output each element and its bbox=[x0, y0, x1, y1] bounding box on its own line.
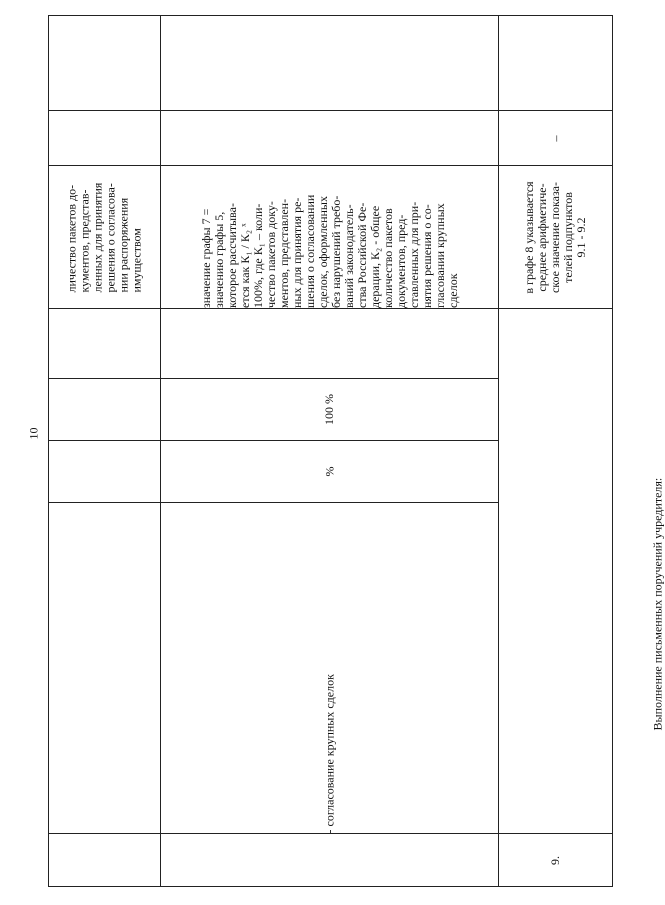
row9-number: 9. bbox=[548, 855, 562, 865]
row9-dash: – bbox=[548, 135, 562, 141]
upper-row-col5-cell bbox=[49, 166, 160, 308]
page-number: 10 bbox=[26, 427, 41, 439]
row9-indicator-label: Выполнение письменных поручений учредителя: bbox=[650, 477, 665, 730]
upper-row-col5-text: личество пакетов до- кументов, представ- ленных для принятия решения о согласова- нии распоряжения имуществом bbox=[64, 182, 144, 293]
row9-dash-cell bbox=[499, 111, 612, 165]
middle-row-indicator-label: - согласование крупных сделок bbox=[322, 673, 336, 833]
row9-number-cell bbox=[499, 834, 612, 886]
row9-formula-text: в графе 8 указывается среднее арифметиче- ское значение показа- телей подпунктов 9.1 - 9.2 bbox=[522, 180, 588, 294]
middle-row-unit-cell bbox=[161, 441, 498, 502]
row9-indicator-cell bbox=[499, 309, 665, 833]
middle-row-target-cell bbox=[161, 379, 498, 440]
middle-row-indicator-cell bbox=[161, 503, 498, 833]
middle-row-target-value: 100 % bbox=[322, 394, 336, 425]
row9-formula-cell bbox=[499, 166, 612, 308]
middle-row-unit: % bbox=[322, 466, 336, 477]
middle-row-formula-text: значение графы 7 = значению графы 5, которое рассчитыва- ется как К₁ / К₂ ˣ 100%, где К₁ – коли- чество пакетов доку- ментов, представлен- ных для принятия ре- шения о согласовании сделок, оформленных без нарушений требо- ваний законодатель- ства Российской Фе- дерации, К₂ - общее количество пакетов документов, пред- ставленных для при- нятия решения о со- гласовании крупных сделок bbox=[198, 194, 460, 308]
middle-row-formula-cell bbox=[161, 166, 498, 308]
